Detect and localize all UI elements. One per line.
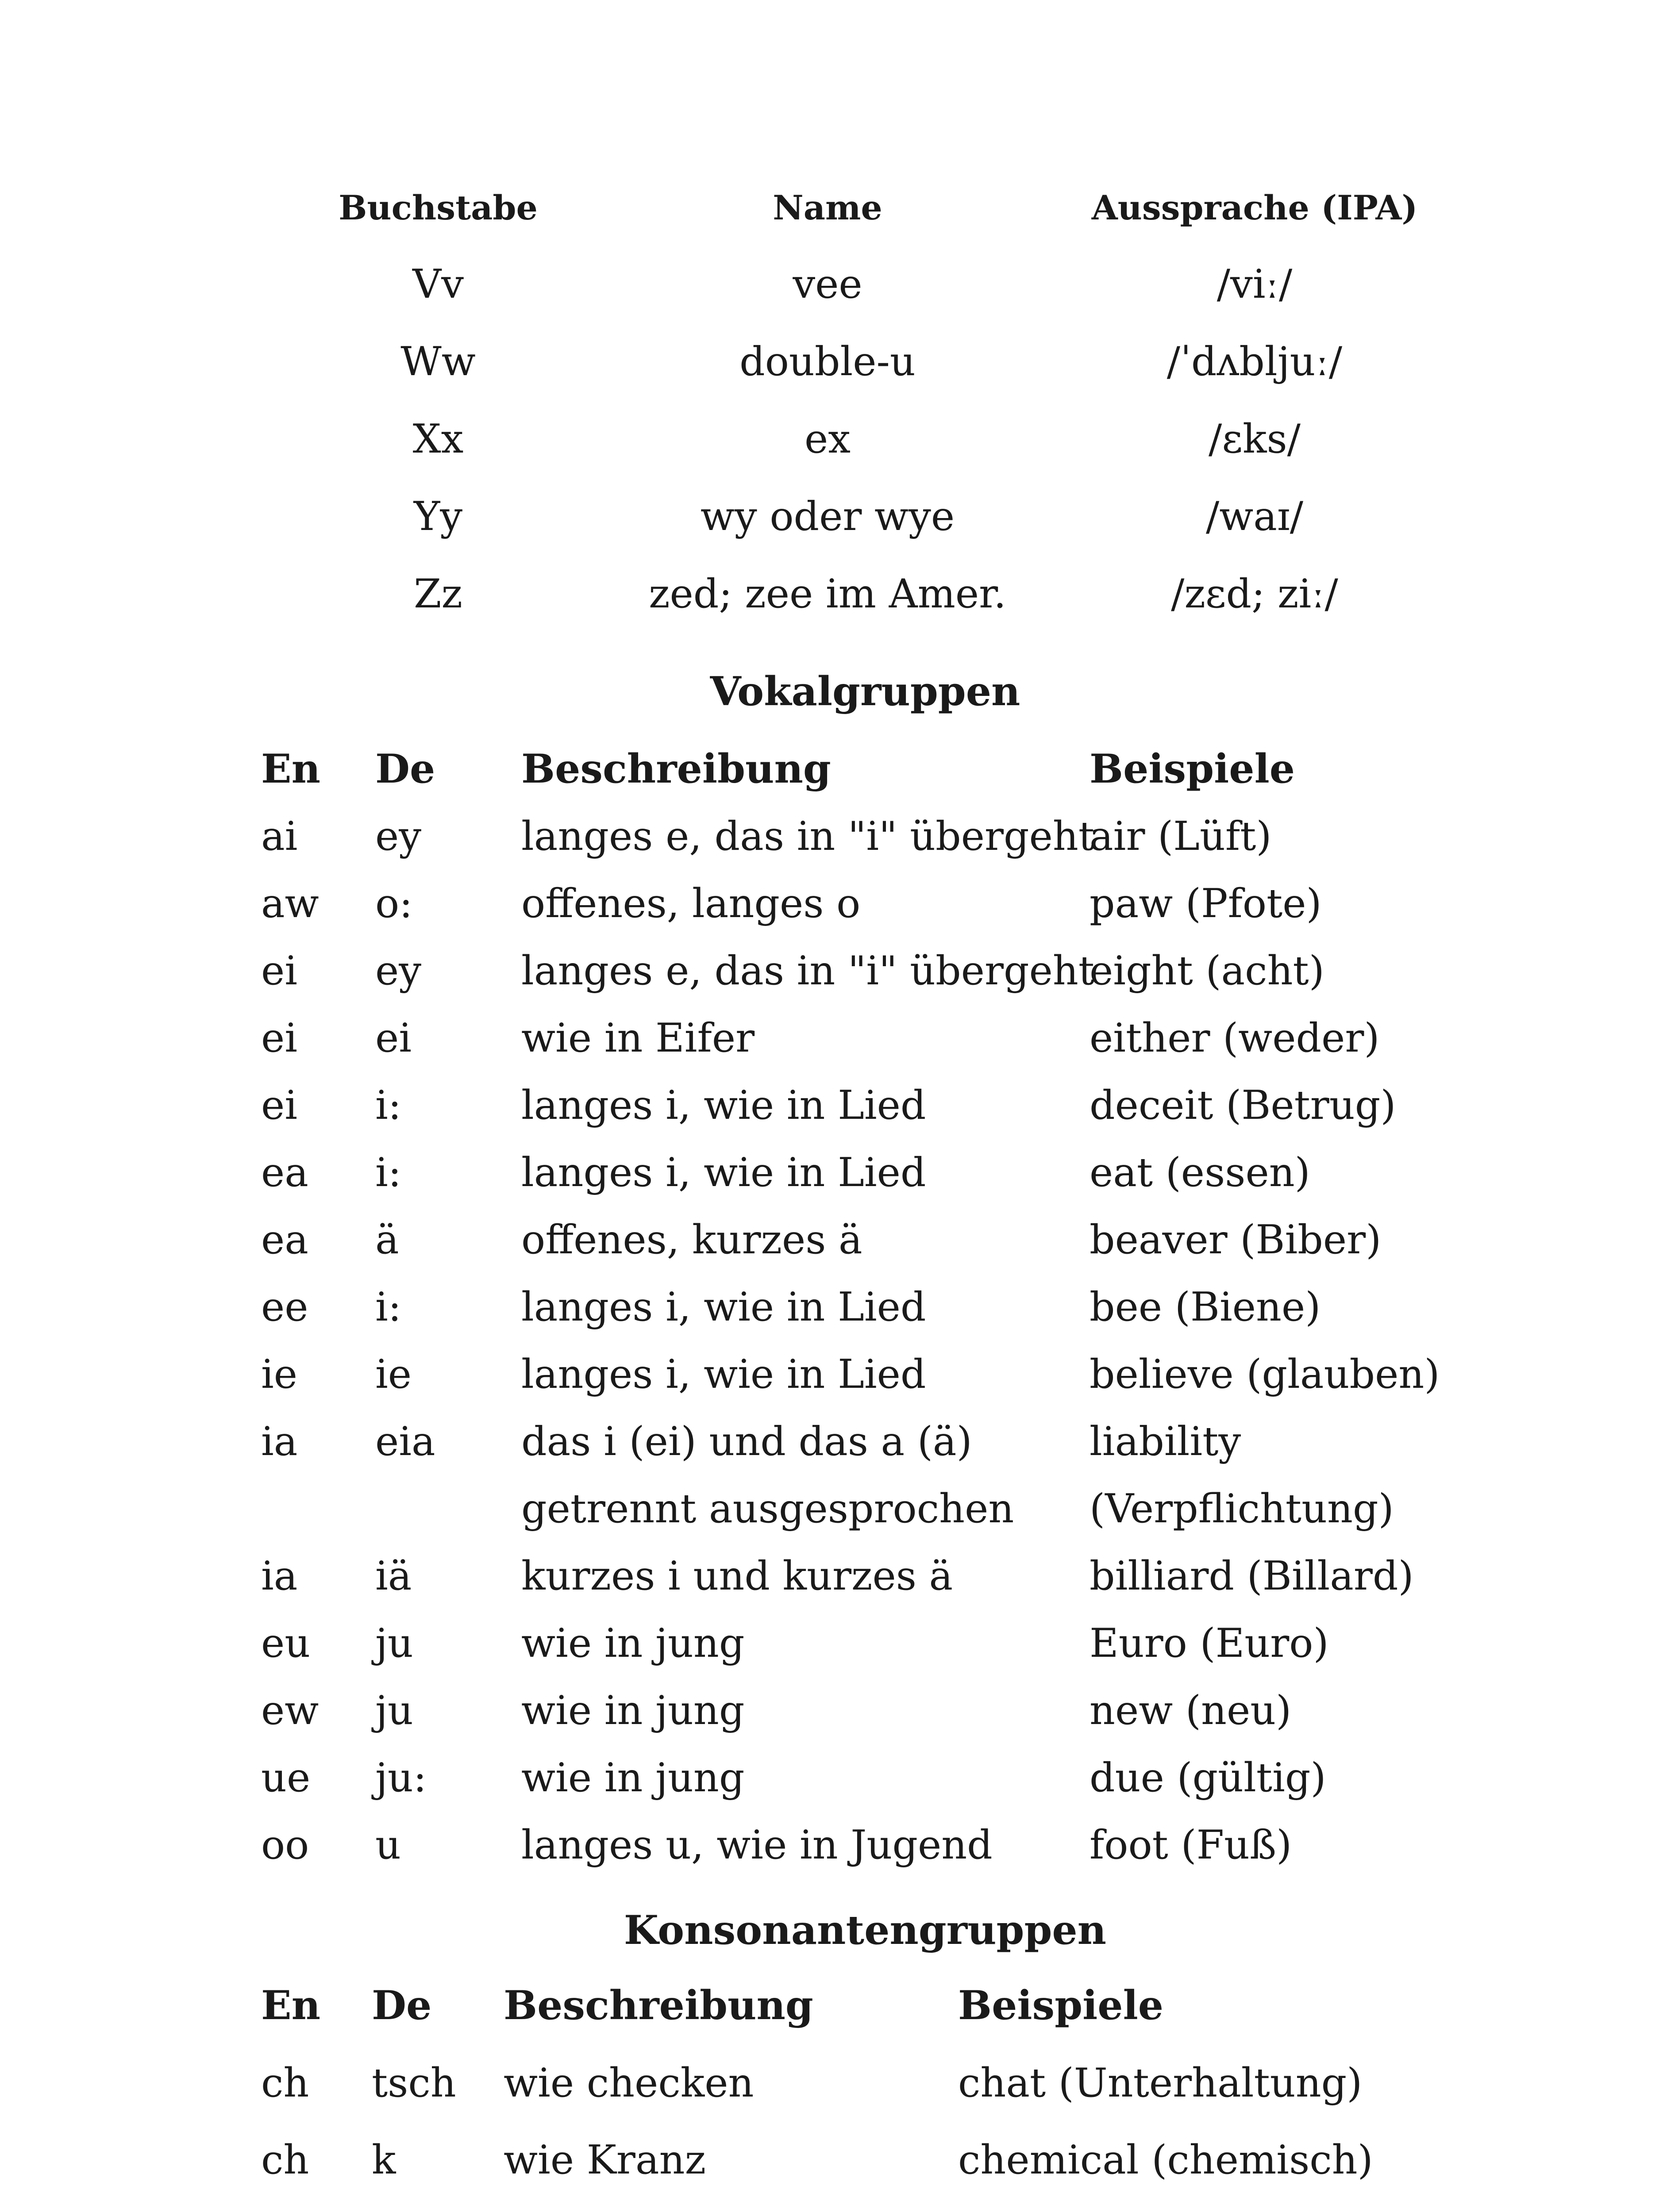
letter-cell: Zz [414, 571, 462, 617]
en-cell: ee [261, 1284, 308, 1330]
en-cell: ia [261, 1553, 298, 1599]
description-cell: wie in jung [521, 1755, 745, 1801]
letter-cell: Ww [400, 338, 476, 385]
alphabet-row [0, 493, 1667, 568]
en-cell: ew [261, 1687, 319, 1734]
alphabet-row [0, 338, 1667, 414]
konsonant-row [0, 2137, 1667, 2203]
description-cell: langes i, wie in Lied [521, 1284, 926, 1330]
vokal-header-row [0, 745, 1667, 812]
letter-cell: Vv [412, 261, 464, 307]
description-cell: langes e, das in "i" übergeht [521, 813, 1095, 860]
example-cell: deceit (Betrug) [1090, 1082, 1396, 1129]
description-cell: langes i, wie in Lied [521, 1082, 926, 1129]
example-cell: chat (Unterhaltung) [958, 2060, 1363, 2106]
header-name: Name [773, 188, 882, 227]
vokalgruppen-title: Vokalgruppen [710, 668, 1020, 715]
header-en: En [261, 745, 321, 792]
example-cell: foot (Fuß) [1090, 1822, 1292, 1868]
example-cell: bee (Biene) [1090, 1284, 1321, 1330]
alphabet-row [0, 416, 1667, 491]
alphabet-row [0, 571, 1667, 646]
header-ipa: Aussprache (IPA) [1091, 188, 1418, 227]
header-en: En [261, 1982, 321, 2029]
letter-cell: Xx [412, 416, 464, 462]
header-description: Beschreibung [504, 1982, 813, 2029]
de-cell: i: [375, 1284, 402, 1330]
konsonantengruppen-title: Konsonantengruppen [624, 1907, 1107, 1954]
description-cell: wie in jung [521, 1620, 745, 1667]
description-cell: wie Kranz [504, 2137, 706, 2183]
ipa-cell: /viː/ [1217, 261, 1293, 307]
header-de: De [372, 1982, 432, 2029]
vokal-row [0, 1822, 1667, 1888]
alphabet-header-row [0, 188, 1667, 263]
description-cell: langes i, wie in Lied [521, 1351, 926, 1398]
example-cell: new (neu) [1090, 1687, 1292, 1734]
description-cell: langes i, wie in Lied [521, 1149, 926, 1196]
de-cell: ju [375, 1687, 413, 1734]
example-cell: beaver (Biber) [1090, 1217, 1382, 1263]
en-cell: eu [261, 1620, 311, 1667]
de-cell: ey [375, 813, 422, 860]
description-cell: wie in Eifer [521, 1015, 755, 1061]
example-cell: eight (acht) [1090, 948, 1324, 994]
vokal-row [0, 1284, 1667, 1350]
alphabet-row [0, 261, 1667, 336]
de-cell: ju [375, 1620, 413, 1667]
en-cell: ea [261, 1149, 308, 1196]
example-cell: either (weder) [1090, 1015, 1380, 1061]
vokal-row [0, 813, 1667, 879]
name-cell: vee [793, 261, 862, 307]
de-cell: iä [375, 1553, 412, 1599]
name-cell: wy oder wye [700, 493, 955, 540]
de-cell: u [375, 1822, 401, 1868]
description-cell: langes e, das in "i" übergeht [521, 948, 1095, 994]
en-cell: ch [261, 2137, 309, 2183]
vokal-row [0, 1553, 1667, 1619]
de-cell: i: [375, 1082, 402, 1129]
en-cell: ei [261, 1082, 298, 1129]
de-cell: ey [375, 948, 422, 994]
example-cell: chemical (chemisch) [958, 2137, 1373, 2183]
example-cell: paw (Pfote) [1090, 880, 1322, 927]
de-cell: o: [375, 880, 413, 927]
description-cell: offenes, kurzes ä [521, 1217, 862, 1263]
en-cell: ie [261, 1351, 298, 1398]
vokal-row [0, 1149, 1667, 1216]
header-de: De [375, 745, 435, 792]
vokal-row [0, 1217, 1667, 1283]
en-cell: aw [261, 880, 319, 927]
description-cell: wie checken [504, 2060, 754, 2106]
en-cell: ei [261, 1015, 298, 1061]
description-cell: wie in jung [521, 1687, 745, 1734]
example-cell: eat (essen) [1090, 1149, 1310, 1196]
ipa-cell: /ɛks/ [1209, 416, 1301, 462]
en-cell: ch [261, 2060, 309, 2106]
vokal-row [0, 1418, 1667, 1485]
name-cell: double-u [739, 338, 916, 385]
de-cell: i: [375, 1149, 402, 1196]
vokal-row [0, 1755, 1667, 1821]
vokal-row [0, 1687, 1667, 1754]
vokal-row-continuation [0, 1486, 1667, 1552]
en-cell: ai [261, 813, 298, 860]
example-cell: (Verpflichtung) [1090, 1486, 1394, 1532]
header-examples: Beispiele [958, 1982, 1164, 2029]
description-cell: langes u, wie in Jugend [521, 1822, 993, 1868]
description-cell: kurzes i und kurzes ä [521, 1553, 953, 1599]
de-cell: k [372, 2137, 396, 2183]
example-cell: Euro (Euro) [1090, 1620, 1329, 1667]
example-cell: billiard (Billard) [1090, 1553, 1414, 1599]
konsonant-row [0, 2060, 1667, 2126]
description-cell: das i (ei) und das a (ä) [521, 1418, 972, 1465]
vokal-row [0, 1082, 1667, 1148]
en-cell: ea [261, 1217, 308, 1263]
ipa-cell: /waɪ/ [1205, 493, 1304, 540]
de-cell: tsch [372, 2060, 456, 2106]
en-cell: ue [261, 1755, 311, 1801]
de-cell: ei [375, 1015, 412, 1061]
letter-cell: Yy [413, 493, 463, 540]
description-cell: offenes, langes o [521, 880, 861, 927]
de-cell: ie [375, 1351, 412, 1398]
konsonant-header-row [0, 1982, 1667, 2048]
en-cell: ia [261, 1418, 298, 1465]
ipa-cell: /zɛd; ziː/ [1171, 571, 1338, 617]
de-cell: eia [375, 1418, 435, 1465]
header-letter: Buchstabe [339, 188, 538, 227]
vokal-row [0, 948, 1667, 1014]
example-cell: due (gültig) [1090, 1755, 1326, 1801]
vokal-row [0, 880, 1667, 947]
ipa-cell: /ˈdʌbljuː/ [1167, 338, 1343, 385]
name-cell: zed; zee im Amer. [649, 571, 1006, 617]
example-cell: air (Lüft) [1090, 813, 1272, 860]
de-cell: ä [375, 1217, 399, 1263]
de-cell: ju: [375, 1755, 427, 1801]
en-cell: oo [261, 1822, 309, 1868]
header-examples: Beispiele [1090, 745, 1295, 792]
vokal-row [0, 1015, 1667, 1081]
header-description: Beschreibung [521, 745, 831, 792]
example-cell: believe (glauben) [1090, 1351, 1440, 1398]
name-cell: ex [804, 416, 851, 462]
vokal-row [0, 1351, 1667, 1417]
en-cell: ei [261, 948, 298, 994]
vokal-row [0, 1620, 1667, 1686]
description-cell: getrennt ausgesprochen [521, 1486, 1014, 1532]
example-cell: liability [1090, 1418, 1241, 1465]
